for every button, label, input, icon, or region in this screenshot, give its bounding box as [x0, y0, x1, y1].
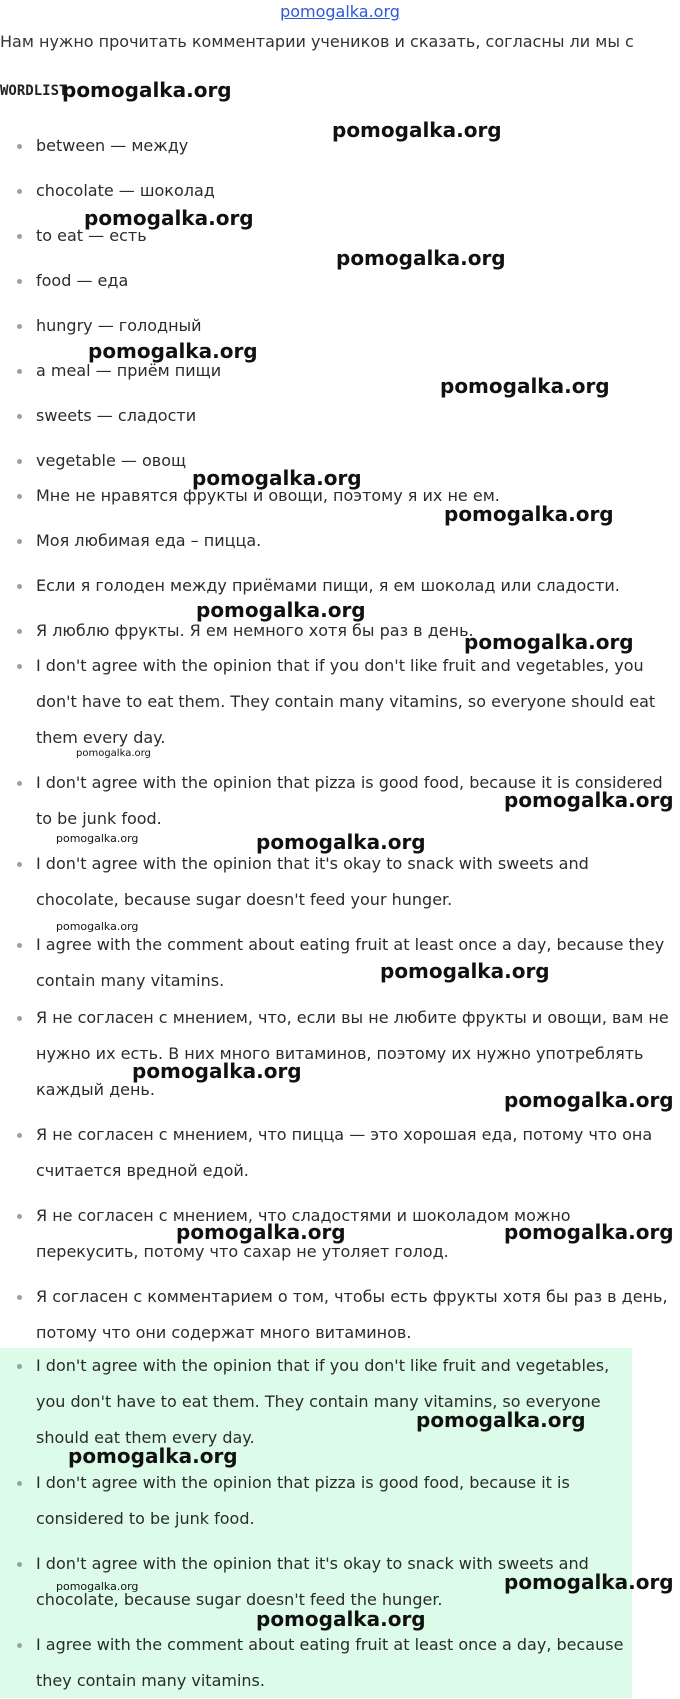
- list-item: I don't agree with the opinion that it's okay to snack with sweets and chocolate, because sugar doesn't feed the hunger.: [36, 1546, 626, 1618]
- watermark: pomogalka.org: [504, 1220, 674, 1244]
- watermark: pomogalka.org: [256, 830, 426, 854]
- watermark: pomogalka.org: [256, 1607, 426, 1631]
- watermark: pomogalka.org: [192, 466, 362, 490]
- watermark: pomogalka.org: [88, 339, 258, 363]
- watermark: pomogalka.org: [56, 1580, 139, 1593]
- list-item: Я не согласен с мнением, что, если вы не любите фрукты и овощи, вам не нужно их есть. В них много витаминов, поэтому их нужно употреблять каждый день.: [36, 1000, 676, 1108]
- watermark: pomogalka.org: [76, 748, 151, 759]
- list-item: Если я голоден между приёмами пищи, я ем шоколад или сладости.: [36, 568, 676, 604]
- list-item: food — еда: [36, 263, 676, 299]
- list-item: Моя любимая еда – пицца.: [36, 523, 676, 559]
- site-header-link[interactable]: pomogalka.org: [280, 2, 400, 21]
- list-item: Я люблю фрукты. Я ем немного хотя бы раз в день.: [36, 613, 676, 649]
- watermark: pomogalka.org: [68, 1444, 238, 1468]
- watermark: pomogalka.org: [84, 206, 254, 230]
- list-item: chocolate — шоколад: [36, 173, 676, 209]
- watermark: pomogalka.org: [504, 1088, 674, 1112]
- list-item: Мне не нравятся фрукты и овощи, поэтому я их не ем.: [36, 478, 676, 514]
- watermark: pomogalka.org: [336, 246, 506, 270]
- list-item: Я согласен с комментарием о том, чтобы есть фрукты хотя бы раз в день, потому что они содержат много витаминов.: [36, 1279, 676, 1351]
- intro-text: Нам нужно прочитать комментарии учеников и сказать, согласны ли мы с: [0, 32, 634, 51]
- watermark: pomogalka.org: [62, 78, 232, 102]
- watermark: pomogalka.org: [196, 598, 366, 622]
- wordlist-label: WORDLIST: [0, 83, 68, 99]
- list-item: I don't agree with the opinion that pizza is good food, because it is considered to be junk food.: [36, 765, 676, 837]
- watermark: pomogalka.org: [132, 1059, 302, 1083]
- watermark: pomogalka.org: [416, 1408, 586, 1432]
- watermark: pomogalka.org: [440, 374, 610, 398]
- watermark: pomogalka.org: [444, 502, 614, 526]
- list-item: Я не согласен с мнением, что сладостями и шоколадом можно перекусить, потому что сахар не утоляет голод.: [36, 1198, 676, 1270]
- list-item: I agree with the comment about eating fruit at least once a day, because they contain many vitamins.: [36, 1627, 626, 1699]
- watermark: pomogalka.org: [504, 1570, 674, 1594]
- list-item: I don't agree with the opinion that if you don't like fruit and vegetables, you don't have to eat them. They contain many vitamins, so everyone should eat them every day.: [36, 648, 676, 756]
- list-item: I don't agree with the opinion that pizza is good food, because it is considered to be junk food.: [36, 1465, 626, 1537]
- list-item: a meal — приём пищи: [36, 353, 676, 389]
- watermark: pomogalka.org: [504, 788, 674, 812]
- watermark: pomogalka.org: [464, 630, 634, 654]
- list-item: vegetable — овощ: [36, 443, 676, 479]
- watermark: pomogalka.org: [380, 959, 550, 983]
- list-item: I don't agree with the opinion that if you don't like fruit and vegetables, you don't have to eat them. They contain many vitamins, so everyone should eat them every day.: [36, 1348, 626, 1456]
- list-item: I agree with the comment about eating fruit at least once a day, because they contain many vitamins.: [36, 927, 676, 999]
- list-item: sweets — сладости: [36, 398, 676, 434]
- list-item: Я не согласен с мнением, что пицца — это хорошая еда, потому что она считается вредной едой.: [36, 1117, 676, 1189]
- list-item: hungry — голодный: [36, 308, 676, 344]
- list-item: I don't agree with the opinion that it's okay to snack with sweets and chocolate, because sugar doesn't feed your hunger.: [36, 846, 676, 918]
- watermark: pomogalka.org: [56, 832, 139, 845]
- watermark: pomogalka.org: [56, 920, 139, 933]
- list-item: to eat — есть: [36, 218, 676, 254]
- watermark: pomogalka.org: [332, 118, 502, 142]
- list-item: between — между: [36, 128, 676, 164]
- watermark: pomogalka.org: [176, 1220, 346, 1244]
